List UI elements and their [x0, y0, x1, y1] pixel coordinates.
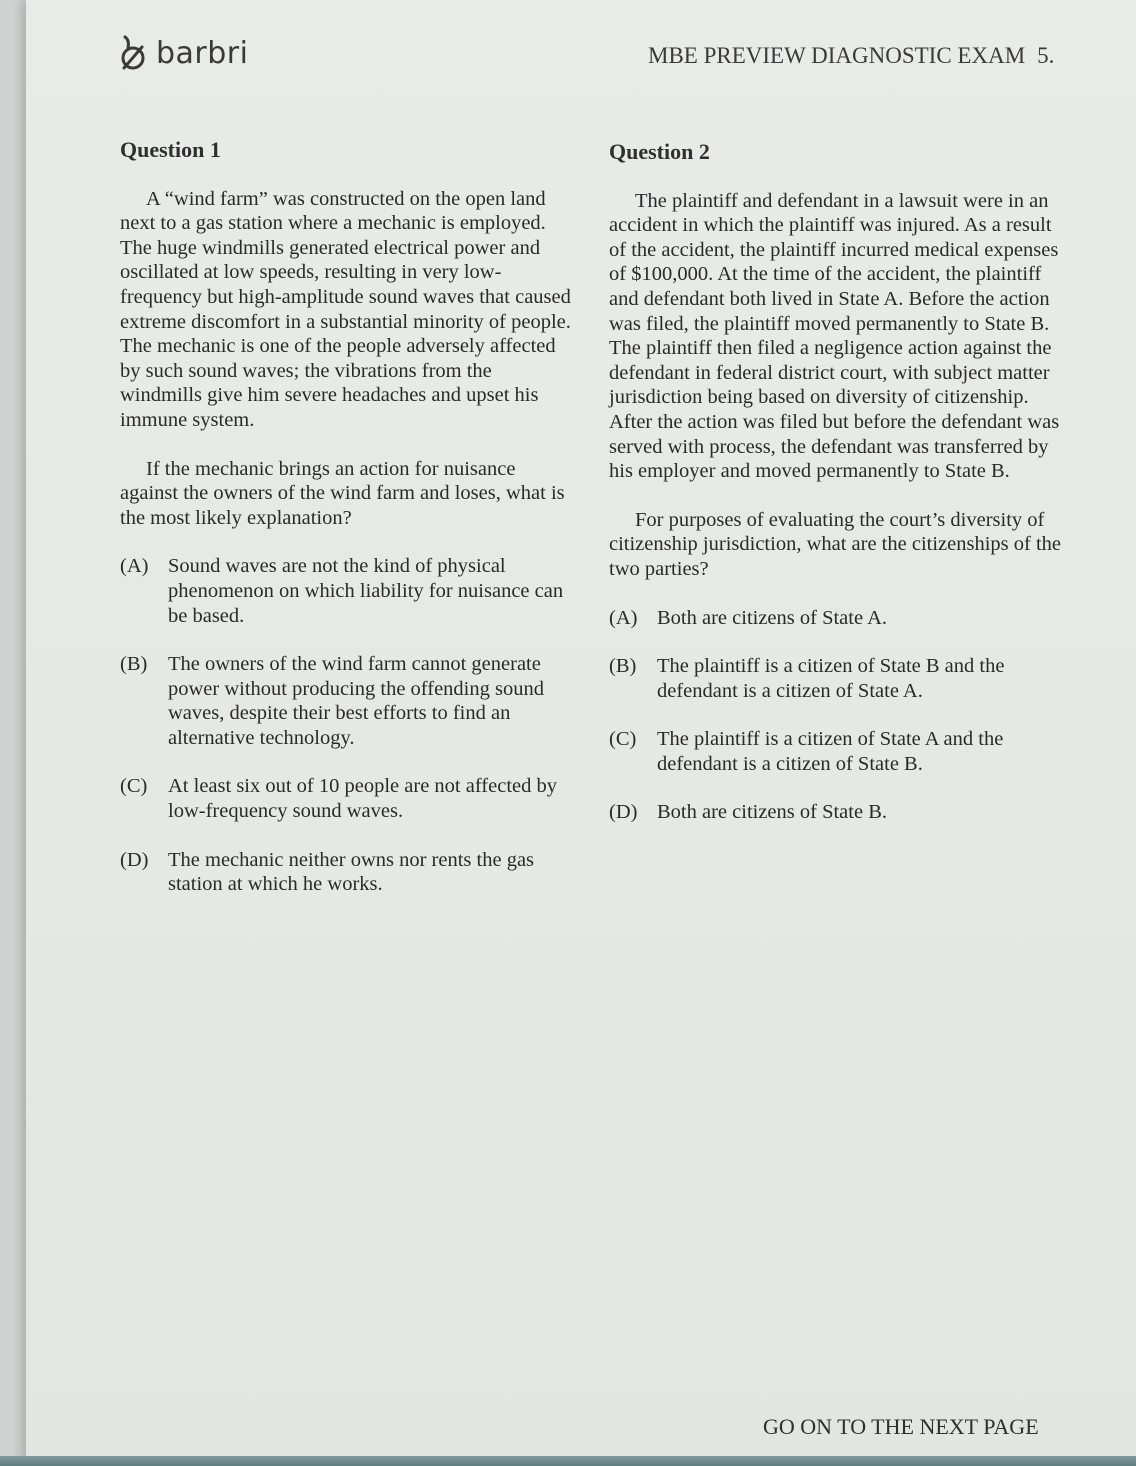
question-2-option-b — [609, 654, 1069, 703]
option-text: The plaintiff is a citizen of State A and the defendant is a citizen of State B. — [657, 728, 1004, 775]
question-1-option-b — [120, 652, 576, 750]
option-letter: (C) — [609, 728, 637, 751]
page-number: 5. — [1037, 43, 1055, 68]
go-on-footer: GO ON TO THE NEXT PAGE — [763, 1414, 1039, 1439]
question-1-option-a — [120, 554, 576, 628]
option-letter: (B) — [609, 655, 637, 678]
desk-surface — [0, 1456, 1136, 1466]
question-2-call: For purposes of evaluating the court’s diversity of citizenship jurisdiction, what are the citizenships of the two parties? — [609, 508, 1062, 580]
question-2-heading: Question 2 — [609, 139, 710, 164]
option-text: The owners of the wind farm cannot generate power without producing the offending sound waves, despite their best efforts to find an alternative technology. — [168, 653, 544, 749]
question-1-heading: Question 1 — [120, 137, 221, 162]
question-2-option-d — [609, 800, 1069, 825]
question-2-option-c — [609, 727, 1069, 776]
exam-title: MBE PREVIEW DIAGNOSTIC EXAM — [648, 43, 1026, 68]
option-text: Sound waves are not the kind of physical phenomenon on which liability for nuisance can be based. — [168, 555, 564, 627]
barbri-logo-icon — [116, 34, 150, 72]
question-1-option-d — [120, 848, 576, 897]
option-text: The mechanic neither owns nor rents the gas station at which he works. — [168, 848, 535, 896]
question-1-call: If the mechanic brings an action for nuisance against the owners of the wind farm and loses, what is the most likely explanation? — [120, 457, 565, 529]
barbri-logo — [116, 34, 248, 72]
option-text: Both are citizens of State B. — [657, 801, 887, 824]
question-1-fact-pattern: A “wind farm” was constructed on the open land next to a gas station where a mechanic is employed. The huge windmills generated electrical power and oscillated at low speeds, resulting in very low-frequency but high-amplitude sound waves that caused extreme discomfort in a substantial minority of people. The mechanic is one of the people adversely affected by such sound waves; the vibrations from the windmills give him severe headaches and upset his immune system. — [120, 187, 571, 431]
brand-name: barbri — [156, 35, 249, 71]
question-2 — [609, 140, 1069, 849]
question-2-option-a — [609, 606, 1069, 631]
option-letter: (A) — [120, 555, 149, 578]
page-header — [648, 43, 1054, 69]
option-letter: (A) — [609, 606, 638, 629]
question-2-fact-pattern: The plaintiff and defendant in a lawsuit were in an accident in which the plaintiff was injured. As a result of the accident, the plaintiff incurred medical expenses of $100,000. At the time of the accident, the plaintiff and defendant both lived in State A. Before the action was filed, the plaintiff moved permanently to State B. The plaintiff then filed a negligence action against the defendant in federal district court, with subject matter jurisdiction being based on diversity of citizenship. After the action was filed but before the defendant was served with process, the defendant was transferred by his employer and moved permanently to State B. — [609, 189, 1060, 483]
option-letter: (D) — [609, 801, 638, 824]
option-letter: (C) — [120, 775, 148, 798]
question-1-option-c — [120, 774, 576, 823]
option-letter: (D) — [120, 848, 149, 871]
option-text: At least six out of 10 people are not affected by low-frequency sound waves. — [168, 775, 557, 823]
option-text: The plaintiff is a citizen of State B and the defendant is a citizen of State A. — [657, 655, 1005, 702]
option-letter: (B) — [120, 653, 148, 676]
option-text: Both are citizens of State A. — [657, 606, 887, 629]
question-1 — [120, 138, 576, 921]
